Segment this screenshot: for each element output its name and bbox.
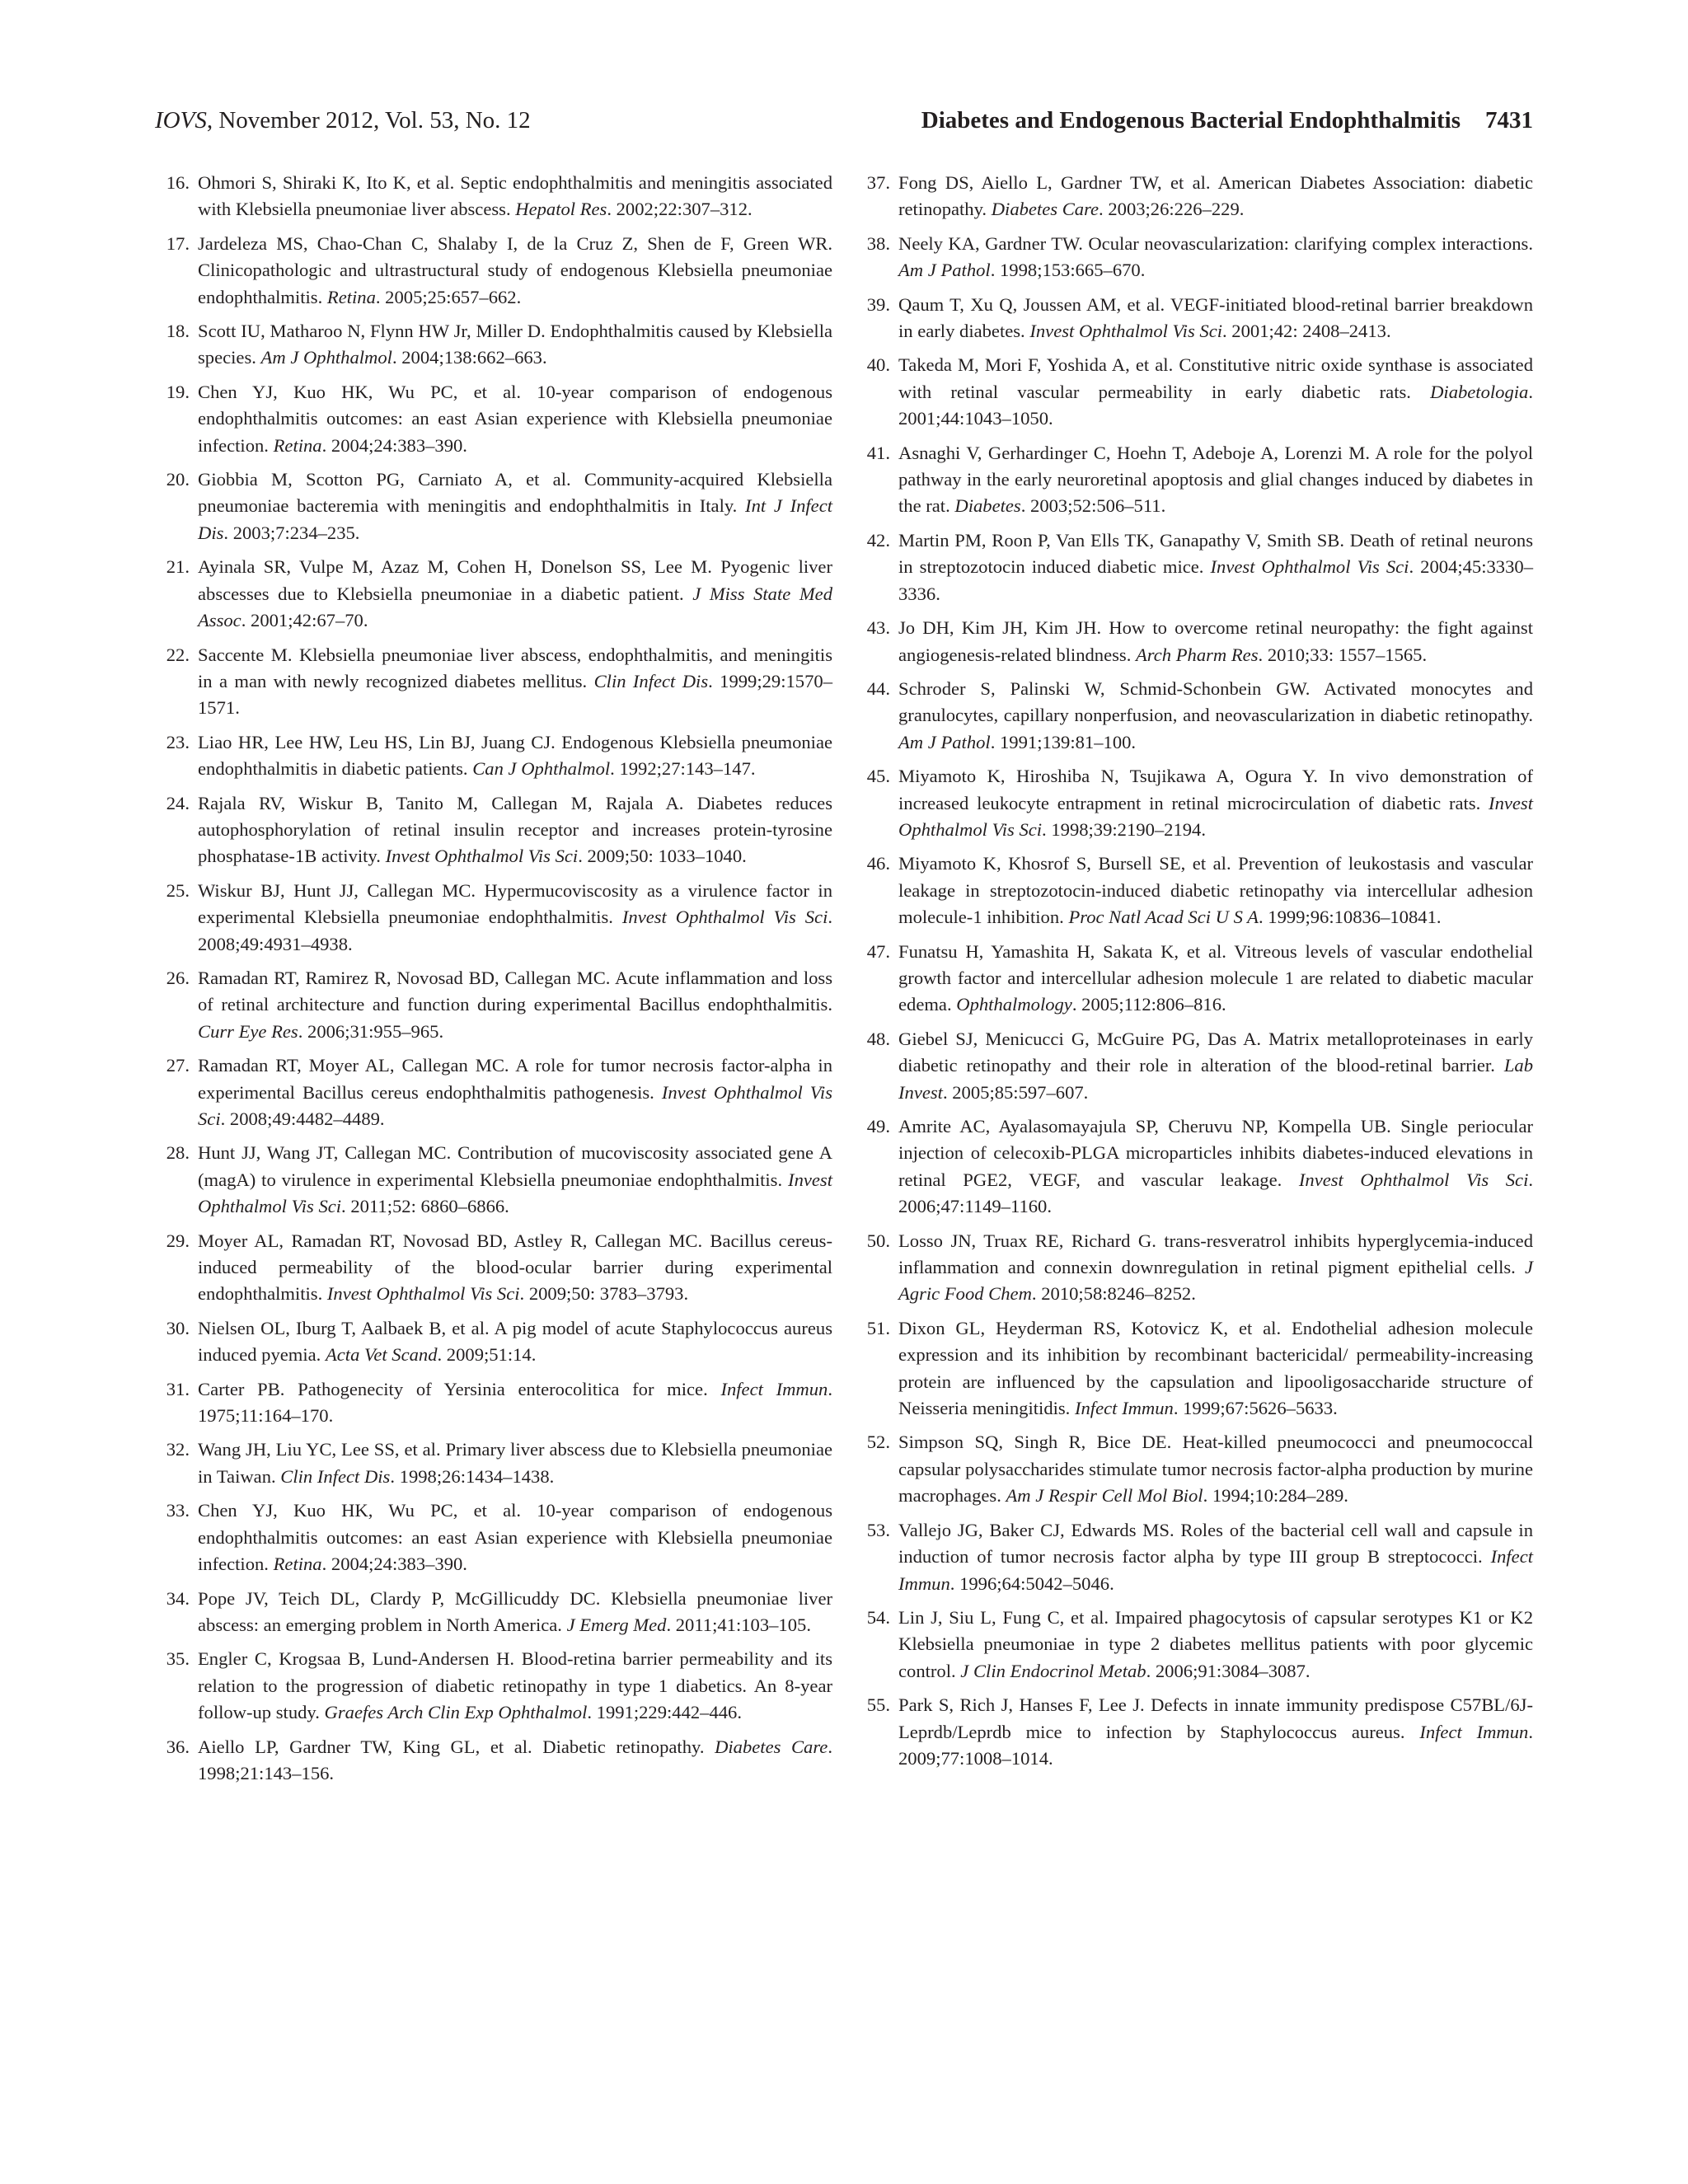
reference-number: 45. xyxy=(866,766,890,787)
reference-number: 24. xyxy=(166,792,190,813)
reference-text xyxy=(898,763,1533,843)
reference-item xyxy=(157,1436,832,1490)
reference-item xyxy=(157,1315,832,1369)
reference-number: 48. xyxy=(866,1028,890,1049)
reference-journal: Infect Immun xyxy=(898,1546,1533,1594)
references-column-left xyxy=(157,170,832,1794)
reference-number: 34. xyxy=(166,1587,190,1609)
reference-text xyxy=(198,554,832,634)
reference-text xyxy=(198,1586,832,1639)
reference-item xyxy=(857,1429,1533,1509)
reference-text xyxy=(198,318,832,372)
reference-authors-title: Park S, Rich J, Hanses F, Lee J. Defects in innate immunity predispose C57BL/6J-Leprdb/Leprdb mice to infection by Staphylococcus aureus. xyxy=(898,1694,1533,1742)
reference-citation: . 1996;64:5042–5046. xyxy=(950,1572,1114,1594)
reference-number: 27. xyxy=(166,1055,190,1076)
reference-authors-title: Martin PM, Roon P, Van Ells TK, Ganapathy V, Smith SB. Death of retinal neurons in streptozotocin induced diabetic mice. xyxy=(898,529,1533,578)
reference-number: 54. xyxy=(866,1606,890,1628)
article-title: Diabetes and Endogenous Bacterial Endophthalmitis xyxy=(921,107,1461,134)
reference-authors-title: Fong DS, Aiello L, Gardner TW, et al. American Diabetes Association: diabetic retinopathy. xyxy=(898,172,1533,220)
reference-text xyxy=(898,527,1533,607)
reference-journal: Diabetes Care xyxy=(991,199,1100,220)
reference-item xyxy=(857,1315,1533,1422)
reference-authors-title: Qaum T, Xu Q, Joussen AM, et al. VEGF-initiated blood-retinal barrier breakdown in early diabetes. xyxy=(898,293,1533,342)
reference-journal: Am J Pathol xyxy=(898,731,991,752)
reference-journal: Arch Pharm Res xyxy=(1136,644,1259,665)
reference-citation: . 2006;91:3084–3087. xyxy=(1146,1660,1311,1681)
reference-text xyxy=(198,466,832,546)
reference-citation: . 2008;49:4931–4938. xyxy=(198,907,833,954)
reference-text xyxy=(898,939,1533,1019)
reference-journal: Retina xyxy=(326,286,376,307)
journal-name: IOVS xyxy=(155,107,207,134)
reference-citation: . 1992;27:143–147. xyxy=(610,758,756,780)
reference-number: 28. xyxy=(166,1142,190,1164)
reference-item xyxy=(157,554,832,634)
reference-authors-title: Jardeleza MS, Chao-Chan C, Shalaby I, de la Cruz Z, Shen de F, Green WR. Clinicopathologic and ultrastructural study of endogenous Klebsiella pneumoniae endophthalmitis. xyxy=(198,232,832,307)
reference-authors-title: Chen YJ, Kuo HK, Wu PC, et al. 10-year comparison of endogenous endophthalmitis outcomes: an east Asian experience with Klebsiella pneumoniae infection. xyxy=(198,1500,832,1575)
reference-number: 42. xyxy=(866,529,890,551)
reference-journal: Invest Ophthalmol Vis Sci xyxy=(198,1169,832,1217)
reference-citation: . 1991;229:442–446. xyxy=(587,1702,742,1723)
reference-text xyxy=(898,231,1533,284)
reference-journal: Invest Ophthalmol Vis Sci xyxy=(1298,1169,1529,1190)
page-number: 7431 xyxy=(1485,107,1533,134)
reference-authors-title: Jo DH, Kim JH, Kim JH. How to overcome retinal neuropathy: the fight against angiogenesis-related blindness. xyxy=(898,617,1533,665)
reference-journal: Acta Vet Scand xyxy=(325,1344,438,1366)
reference-authors-title: Moyer AL, Ramadan RT, Novosad BD, Astley R, Callegan MC. Bacillus cereus-induced permeability of the blood-ocular barrier during experimental endophthalmitis. xyxy=(198,1230,832,1305)
reference-text xyxy=(898,440,1533,520)
reference-number: 44. xyxy=(866,677,890,699)
reference-journal: Can J Ophthalmol xyxy=(472,758,611,780)
reference-journal: Proc Natl Acad Sci U S A xyxy=(1068,907,1259,928)
reference-text xyxy=(198,1052,832,1132)
reference-text xyxy=(898,1605,1533,1685)
reference-item xyxy=(857,1692,1533,1772)
reference-authors-title: Nielsen OL, Iburg T, Aalbaek B, et al. A pig model of acute Staphylococcus aureus induced pyemia. xyxy=(198,1317,832,1366)
reference-citation: . 2005;112:806–816. xyxy=(1071,994,1226,1015)
reference-number: 55. xyxy=(866,1694,890,1716)
issue-info: , November 2012, Vol. 53, No. 12 xyxy=(206,107,531,134)
reference-citation: . 2003;26:226–229. xyxy=(1099,199,1245,220)
reference-journal: Hepatol Res xyxy=(515,199,607,220)
reference-number: 43. xyxy=(866,617,890,639)
reference-journal: Clin Infect Dis xyxy=(593,670,709,691)
reference-authors-title: Ohmori S, Shiraki K, Ito K, et al. Septic endophthalmitis and meningitis associated with Klebsiella pneumoniae liver abscess. xyxy=(198,172,832,220)
reference-item xyxy=(157,466,832,546)
reference-item xyxy=(857,615,1533,668)
reference-item xyxy=(857,763,1533,843)
reference-authors-title: Simpson SQ, Singh R, Bice DE. Heat-killed pneumococci and pneumococcal capsular polysaccharides stimulate tumor necrosis factor-alpha production by murine macrophages. xyxy=(898,1432,1533,1507)
reference-item xyxy=(857,1517,1533,1597)
reference-text xyxy=(898,170,1533,223)
reference-journal: Invest Ophthalmol Vis Sci xyxy=(198,1081,832,1129)
reference-journal: Curr Eye Res xyxy=(198,1020,298,1042)
reference-journal: Diabetologia xyxy=(1430,381,1529,402)
reference-item xyxy=(857,527,1533,607)
reference-authors-title: Engler C, Krogsaa B, Lund-Andersen H. Blood-retina barrier permeability and its relation to the progression of diabetic retinopathy in type 1 diabetics. An 8-year follow-up study. xyxy=(198,1648,832,1723)
reference-authors-title: Miyamoto K, Hiroshiba N, Tsujikawa A, Ogura Y. In vivo demonstration of increased leukocyte entrapment in retinal microcirculation of diabetic rats. xyxy=(898,766,1533,813)
reference-text xyxy=(898,676,1533,756)
reference-authors-title: Giobbia M, Scotton PG, Carniato A, et al. Community-acquired Klebsiella pneumoniae bacteremia with meningitis and endophthalmitis in Italy. xyxy=(198,469,832,517)
reference-journal: Infect Immun xyxy=(1074,1398,1174,1419)
reference-text xyxy=(198,1376,832,1430)
reference-number: 16. xyxy=(166,172,190,193)
reference-journal: Lab Invest xyxy=(898,1055,1533,1103)
reference-journal: Ophthalmology xyxy=(956,994,1072,1015)
reference-journal: Invest Ophthalmol Vis Sci xyxy=(326,1283,520,1305)
reference-citation: . 2004;138:662–663. xyxy=(392,347,547,368)
reference-authors-title: Miyamoto K, Khosrof S, Bursell SE, et al. Prevention of leukostasis and vascular leakage in streptozotocin-induced diabetic retinopathy via intercellular adhesion molecule-1 inhibition. xyxy=(898,853,1533,928)
reference-journal: Invest Ophthalmol Vis Sci xyxy=(385,846,579,867)
reference-authors-title: Carter PB. Pathogenecity of Yersinia enterocolitica for mice. xyxy=(198,1378,721,1399)
reference-item xyxy=(157,1376,832,1430)
reference-citation: . 2004;24:383–390. xyxy=(321,1554,467,1575)
reference-citation: . 2011;41:103–105. xyxy=(666,1614,811,1635)
reference-authors-title: Hunt JJ, Wang JT, Callegan MC. Contribution of mucoviscosity associated gene A (magA) to virulence in experimental Klebsiella pneumoniae endophthalmitis. xyxy=(198,1142,832,1190)
reference-journal: Diabetes Care xyxy=(715,1736,828,1757)
reference-journal: Infect Immun xyxy=(720,1378,828,1399)
reference-citation: . 1998;21:143–156. xyxy=(198,1736,832,1783)
reference-number: 26. xyxy=(166,967,190,988)
reference-number: 39. xyxy=(866,293,890,315)
reference-item xyxy=(157,878,832,958)
reference-journal: Graefes Arch Clin Exp Ophthalmol xyxy=(324,1702,588,1723)
reference-number: 52. xyxy=(866,1432,890,1453)
reference-citation: . 1998;26:1434–1438. xyxy=(390,1465,555,1487)
reference-number: 17. xyxy=(166,232,190,254)
reference-item xyxy=(857,1228,1533,1308)
reference-number: 51. xyxy=(866,1317,890,1338)
reference-journal: J Clin Endocrinol Metab xyxy=(960,1660,1146,1681)
reference-authors-title: Asnaghi V, Gerhardinger C, Hoehn T, Adeboje A, Lorenzi M. A role for the polyol pathway in the early neuroretinal apoptosis and glial changes induced by diabetes in the rat. xyxy=(898,442,1533,517)
reference-text xyxy=(898,1113,1533,1221)
reference-journal: Invest Ophthalmol Vis Sci xyxy=(1210,556,1409,578)
reference-item xyxy=(157,642,832,722)
reference-citation: . 1998;153:665–670. xyxy=(990,260,1146,281)
reference-number: 41. xyxy=(866,442,890,463)
reference-citation: . 2005;85:597–607. xyxy=(942,1081,1089,1103)
reference-citation: . 1998;39:2190–2194. xyxy=(1042,818,1206,840)
reference-authors-title: Ramadan RT, Moyer AL, Callegan MC. A role for tumor necrosis factor-alpha in experimental Bacillus cereus endophthalmitis pathogenesis. xyxy=(198,1055,832,1103)
reference-citation: . 2005;25:657–662. xyxy=(375,286,522,307)
reference-text xyxy=(898,1692,1533,1772)
reference-item xyxy=(857,1113,1533,1221)
reference-number: 36. xyxy=(166,1736,190,1757)
reference-citation: . 2003;52:506–511. xyxy=(1020,495,1166,517)
reference-journal: Retina xyxy=(273,434,322,456)
reference-number: 22. xyxy=(166,644,190,665)
reference-journal: Int J Infect Dis xyxy=(198,495,833,543)
reference-journal: Am J Respir Cell Mol Biol xyxy=(1006,1485,1203,1507)
reference-item xyxy=(157,1646,832,1726)
running-head xyxy=(155,104,1533,137)
reference-text xyxy=(898,615,1533,668)
reference-text xyxy=(198,729,832,783)
reference-citation: . 1991;139:81–100. xyxy=(990,731,1137,752)
reference-number: 20. xyxy=(166,469,190,490)
reference-authors-title: Schroder S, Palinski W, Schmid-Schonbein GW. Activated monocytes and granulocytes, capillary nonperfusion, and neovascularization in diabetic retinopathy. xyxy=(898,677,1533,726)
reference-journal: Infect Immun xyxy=(1419,1721,1529,1742)
reference-journal: Am J Pathol xyxy=(898,260,991,281)
reference-item xyxy=(157,1140,832,1220)
reference-text xyxy=(898,292,1533,345)
reference-citation: . 1999;67:5626–5633. xyxy=(1173,1398,1338,1419)
reference-item xyxy=(157,1734,832,1788)
reference-number: 33. xyxy=(166,1500,190,1521)
reference-citation: . 1994;10:284–289. xyxy=(1203,1485,1348,1507)
reference-citation: . 2009;77:1008–1014. xyxy=(898,1721,1533,1769)
reference-item xyxy=(857,352,1533,432)
reference-text xyxy=(898,352,1533,432)
reference-item xyxy=(857,851,1533,930)
reference-citation: . 2006;47:1149–1160. xyxy=(898,1169,1534,1217)
reference-authors-title: Ramadan RT, Ramirez R, Novosad BD, Callegan MC. Acute inflammation and loss of retinal architecture and function during experimental Bacillus endophthalmitis. xyxy=(198,967,832,1015)
reference-authors-title: Lin J, Siu L, Fung C, et al. Impaired phagocytosis of capsular serotypes K1 or K2 Klebsiella pneumoniae in type 2 diabetes mellitus patients with poor glycemic control. xyxy=(898,1606,1533,1681)
reference-item xyxy=(157,1052,832,1132)
reference-number: 46. xyxy=(866,853,890,874)
reference-authors-title: Ayinala SR, Vulpe M, Azaz M, Cohen H, Donelson SS, Lee M. Pyogenic liver abscesses due to Klebsiella pneumoniae in a diabetic patient. xyxy=(198,556,832,604)
reference-journal: Retina xyxy=(273,1554,322,1575)
reference-number: 50. xyxy=(866,1230,890,1251)
reference-text xyxy=(198,878,832,958)
reference-number: 23. xyxy=(166,731,190,752)
reference-citation: . 2009;50: 3783–3793. xyxy=(519,1283,689,1305)
reference-journal: Invest Ophthalmol Vis Sci xyxy=(898,792,1533,840)
reference-number: 25. xyxy=(166,879,190,901)
reference-authors-title: Dixon GL, Heyderman RS, Kotovicz K, et al. Endothelial adhesion molecule expression and its inhibition by recombinant bactericidal/ permeability-increasing protein are influenced by the capsulation and lipooligosaccharide structure of Neisseria meningitidis. xyxy=(898,1317,1533,1419)
reference-authors-title: Takeda M, Mori F, Yoshida A, et al. Constitutive nitric oxide synthase is associated with retinal vascular permeability in early diabetic rats. xyxy=(898,354,1533,402)
reference-journal: J Emerg Med xyxy=(566,1614,667,1635)
reference-item xyxy=(157,379,832,459)
reference-number: 38. xyxy=(866,232,890,254)
reference-number: 53. xyxy=(866,1519,890,1540)
reference-item xyxy=(857,231,1533,284)
article-header xyxy=(921,104,1533,137)
reference-authors-title: Chen YJ, Kuo HK, Wu PC, et al. 10-year comparison of endogenous endophthalmitis outcomes: an east Asian experience with Klebsiella pneumoniae infection. xyxy=(198,381,832,456)
reference-citation: . 2002;22:307–312. xyxy=(607,199,753,220)
reference-number: 32. xyxy=(166,1439,190,1460)
reference-item xyxy=(857,939,1533,1019)
reference-number: 49. xyxy=(866,1116,890,1137)
reference-number: 40. xyxy=(866,354,890,376)
reference-item xyxy=(157,729,832,783)
references-column-right xyxy=(857,170,1533,1779)
reference-item xyxy=(157,170,832,223)
reference-item xyxy=(857,1026,1533,1106)
reference-item xyxy=(857,1605,1533,1685)
reference-journal: Clin Infect Dis xyxy=(280,1465,391,1487)
reference-citation: . 2001;42: 2408–2413. xyxy=(1222,321,1391,342)
reference-journal: J Miss State Med Assoc xyxy=(198,583,832,631)
reference-number: 31. xyxy=(166,1378,190,1399)
reference-text xyxy=(898,1517,1533,1597)
reference-number: 29. xyxy=(166,1230,190,1251)
reference-number: 37. xyxy=(866,172,890,193)
reference-authors-title: Saccente M. Klebsiella pneumoniae liver abscess, endophthalmitis, and meningitis in a man with newly recognized diabetes mellitus. xyxy=(198,644,832,691)
reference-authors-title: Wang JH, Liu YC, Lee SS, et al. Primary liver abscess due to Klebsiella pneumoniae in Taiwan. xyxy=(198,1439,832,1487)
reference-citation: . 2011;52: 6860–6866. xyxy=(341,1196,509,1217)
reference-citation: . 1999;29:1570–1571. xyxy=(198,670,832,719)
reference-item xyxy=(157,790,832,870)
reference-authors-title: Aiello LP, Gardner TW, King GL, et al. Diabetic retinopathy. xyxy=(198,1736,715,1757)
reference-journal: J Agric Food Chem xyxy=(898,1257,1533,1305)
reference-text xyxy=(198,1228,832,1308)
reference-number: 47. xyxy=(866,940,890,962)
reference-authors-title: Funatsu H, Yamashita H, Sakata K, et al. Vitreous levels of vascular endothelial growth factor and intercellular adhesion molecule 1 are related to diabetic macular edema. xyxy=(898,940,1533,1015)
reference-text xyxy=(198,379,832,459)
reference-authors-title: Neely KA, Gardner TW. Ocular neovascularization: clarifying complex interactions. xyxy=(898,232,1533,254)
reference-item xyxy=(157,318,832,372)
reference-citation: . 2004;45:3330–3336. xyxy=(898,556,1533,604)
reference-text xyxy=(198,1646,832,1726)
reference-text xyxy=(898,1026,1533,1106)
reference-journal: Diabetes xyxy=(954,495,1021,517)
reference-item xyxy=(157,1497,832,1577)
reference-citation: . 2003;7:234–235. xyxy=(223,522,360,543)
reference-citation: . 2006;31:955–965. xyxy=(298,1020,444,1042)
reference-item xyxy=(157,231,832,311)
reference-number: 21. xyxy=(166,556,190,578)
reference-number: 19. xyxy=(166,381,190,402)
reference-item xyxy=(857,292,1533,345)
reference-authors-title: Amrite AC, Ayalasomayajula SP, Cheruvu NP, Kompella UB. Single periocular injection of celecoxib-PLGA microparticles inhibits diabetes-induced elevations in retinal PGE2, VEGF, and vascular leakage. xyxy=(898,1116,1533,1190)
reference-text xyxy=(198,1436,832,1490)
reference-authors-title: Vallejo JG, Baker CJ, Edwards MS. Roles of the bacterial cell wall and capsule in induction of tumor necrosis factor alpha by type III group B streptococci. xyxy=(898,1519,1533,1568)
reference-number: 18. xyxy=(166,321,190,342)
reference-text xyxy=(898,1429,1533,1509)
reference-text xyxy=(198,1734,832,1788)
reference-authors-title: Rajala RV, Wiskur B, Tanito M, Callegan M, Rajala A. Diabetes reduces autophosphorylation of retinal insulin receptor and increases protein-tyrosine phosphatase-1B activity. xyxy=(198,792,832,867)
reference-journal: Am J Ophthalmol xyxy=(260,347,392,368)
reference-authors-title: Pope JV, Teich DL, Clardy P, McGillicuddy DC. Klebsiella pneumoniae liver abscess: an emerging problem in North America. xyxy=(198,1587,832,1635)
reference-item xyxy=(857,440,1533,520)
reference-citation: . 1999;96:10836–10841. xyxy=(1258,907,1442,928)
reference-authors-title: Liao HR, Lee HW, Leu HS, Lin BJ, Juang CJ. Endogenous Klebsiella pneumoniae endophthalmitis in diabetic patients. xyxy=(198,731,832,780)
reference-text xyxy=(198,1497,832,1577)
reference-text xyxy=(198,965,832,1045)
reference-text xyxy=(898,1228,1533,1308)
reference-text xyxy=(198,231,832,311)
reference-citation: . 2010;33: 1557–1565. xyxy=(1258,644,1428,665)
reference-citation: . 1975;11:164–170. xyxy=(198,1378,832,1427)
reference-item xyxy=(157,965,832,1045)
journal-citation xyxy=(155,104,531,137)
reference-text xyxy=(198,790,832,870)
reference-text xyxy=(898,851,1533,930)
reference-citation: . 2010;58:8246–8252. xyxy=(1031,1283,1196,1305)
reference-item xyxy=(857,676,1533,756)
reference-citation: . 2004;24:383–390. xyxy=(321,434,467,456)
reference-authors-title: Scott IU, Matharoo N, Flynn HW Jr, Miller D. Endophthalmitis caused by Klebsiella species. xyxy=(198,321,832,368)
reference-text xyxy=(198,1140,832,1220)
reference-number: 30. xyxy=(166,1317,190,1338)
reference-text xyxy=(198,642,832,722)
reference-citation: . 2001;42:67–70. xyxy=(241,610,368,631)
reference-authors-title: Giebel SJ, Menicucci G, McGuire PG, Das A. Matrix metalloproteinases in early diabetic retinopathy and their role in alteration of the blood-retinal barrier. xyxy=(898,1028,1533,1076)
reference-citation: . 2009;50: 1033–1040. xyxy=(578,846,747,867)
reference-text xyxy=(198,1315,832,1369)
reference-journal: Invest Ophthalmol Vis Sci xyxy=(1029,321,1222,342)
reference-item xyxy=(857,170,1533,223)
reference-journal: Invest Ophthalmol Vis Sci xyxy=(621,907,828,928)
reference-text xyxy=(898,1315,1533,1422)
reference-authors-title: Wiskur BJ, Hunt JJ, Callegan MC. Hypermucoviscosity as a virulence factor in experimental Klebsiella pneumoniae endophthalmitis. xyxy=(198,879,832,928)
reference-citation: . 2008;49:4482–4489. xyxy=(220,1108,385,1129)
reference-text xyxy=(198,170,832,223)
reference-authors-title: Losso JN, Truax RE, Richard G. trans-resveratrol inhibits hyperglycemia-induced inflammation and connexin downregulation in retinal pigment epithelial cells. xyxy=(898,1230,1533,1278)
reference-citation: . 2009;51:14. xyxy=(437,1344,537,1366)
reference-number: 35. xyxy=(166,1648,190,1670)
reference-item xyxy=(157,1586,832,1639)
reference-item xyxy=(157,1228,832,1308)
reference-citation: . 2001;44:1043–1050. xyxy=(898,381,1533,429)
